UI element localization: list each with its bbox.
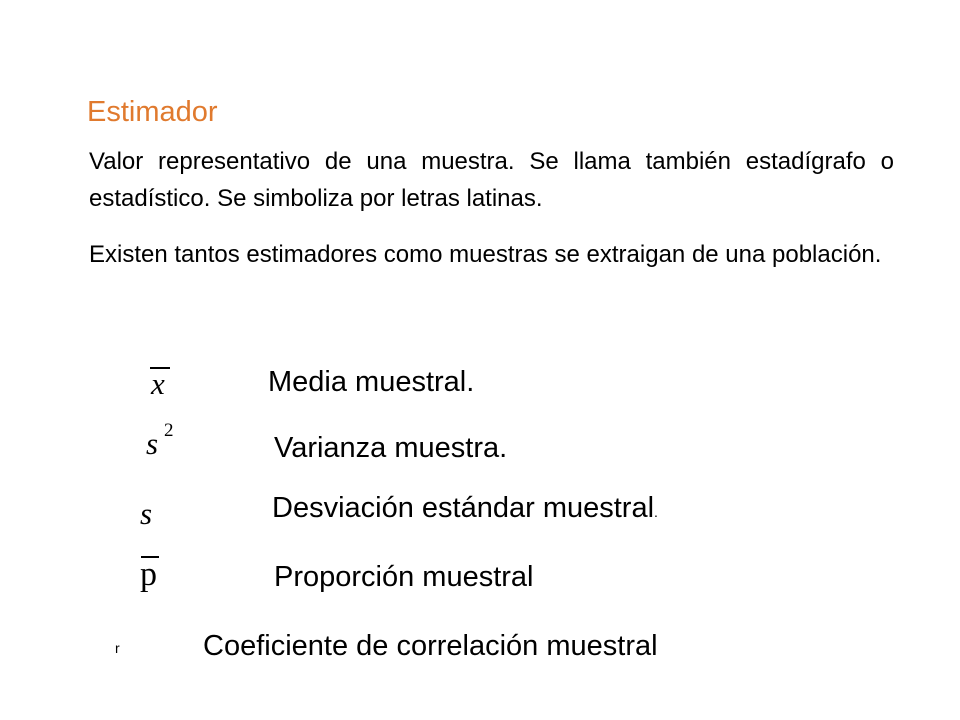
s-squared-symbol: s <box>146 426 159 461</box>
s-symbol: s <box>140 496 153 531</box>
varianza-muestra-label: Varianza muestra. <box>274 432 508 464</box>
desviacion-estandar-label: Desviación estándar muestral. <box>272 492 658 524</box>
r-symbol: r <box>115 640 120 656</box>
slide-title: Estimador <box>87 96 218 128</box>
definition-paragraph: Valor representativo de una muestra. Se llama también estadígrafo o estadístico. Se simboliza por letras latinas. <box>89 148 894 212</box>
note-paragraph: Existen tantos estimadores como muestras se extraigan de una población. <box>89 241 882 268</box>
x-bar-symbol: x <box>151 366 165 401</box>
coeficiente-correlacion-label: Coeficiente de correlación muestral <box>203 630 658 662</box>
media-muestral-label: Media muestral. <box>268 366 475 398</box>
p-bar-symbol: p <box>140 556 157 593</box>
s-squared-exponent: 2 <box>164 420 174 441</box>
proporcion-muestral-label: Proporción muestral <box>274 561 534 593</box>
